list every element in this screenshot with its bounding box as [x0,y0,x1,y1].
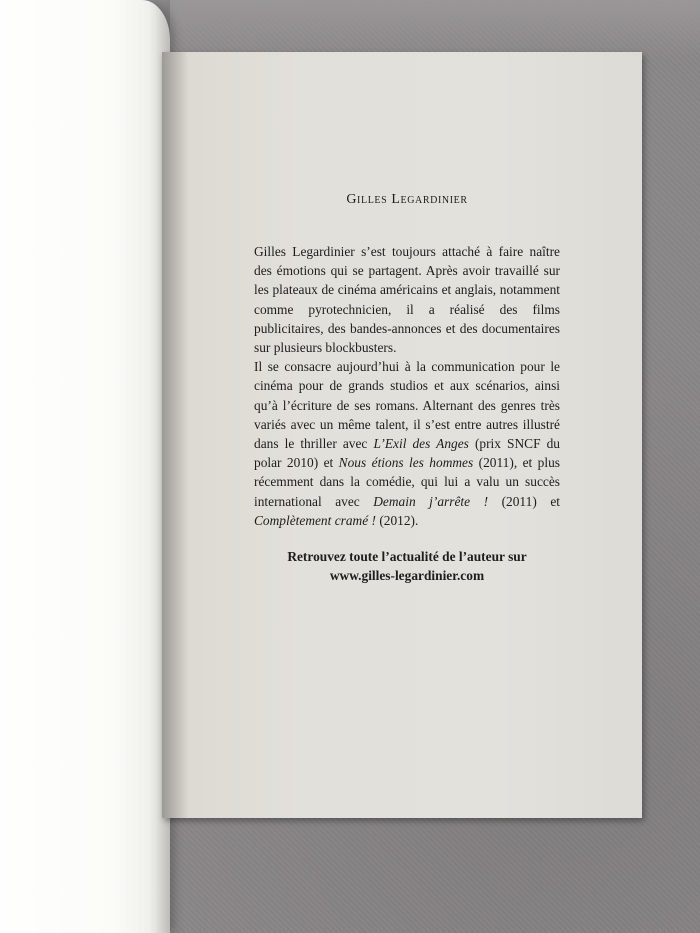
author-bio [254,242,560,530]
book-note-2: (2011), et plus récemment dans la comédie, qui lui a valu un succès international avec [254,455,560,509]
gutter-shadow [162,52,188,818]
book-page [162,52,642,818]
book-title-nous-etions-les-hommes: Nous étions les hommes [338,455,474,471]
book-title-exil-des-anges: L’Exil des Anges [373,436,469,452]
left-page-blank [0,0,170,933]
bio-paragraph-2-text: Il se consacre aujourd’hui à la communication pour le cinéma pour de grands studios et aux scénarios, ainsi qu’à l’écriture de ses romans. Alternant des genres très variés avec un même talent, il s’est entre autres illustré dans le thriller avec [254,359,560,452]
book-title-demain-jarrete: Demain j’arrête ! [373,493,489,509]
website-notice-text: Retrouvez toute l’actualité de l’auteur sur [287,549,527,565]
website-url: www.gilles-legardinier.com [329,568,485,584]
book-title-completement-crame: Complètement cramé ! [254,512,376,528]
book-note-4: (2012). [375,512,419,528]
bio-paragraph-1: Gilles Legardinier s’est toujours attaché à faire naître des émotions qui se partagent. Après avoir travaillé sur les plateaux de cinéma américains et anglais, notamment comme pyrotechnicien, il a réalisé des films publicitaires, des bandes-annonces et des documentaires sur plusieurs blockbusters. [254,244,560,356]
page-content [254,189,560,585]
author-website-notice [254,547,560,585]
bio-paragraph-2 [254,357,560,530]
author-heading: Gilles Legardinier [346,192,468,207]
book-note-3: (2011) et [488,493,560,509]
book-note-1: (prix SNCF du polar 2010) et [254,436,560,471]
